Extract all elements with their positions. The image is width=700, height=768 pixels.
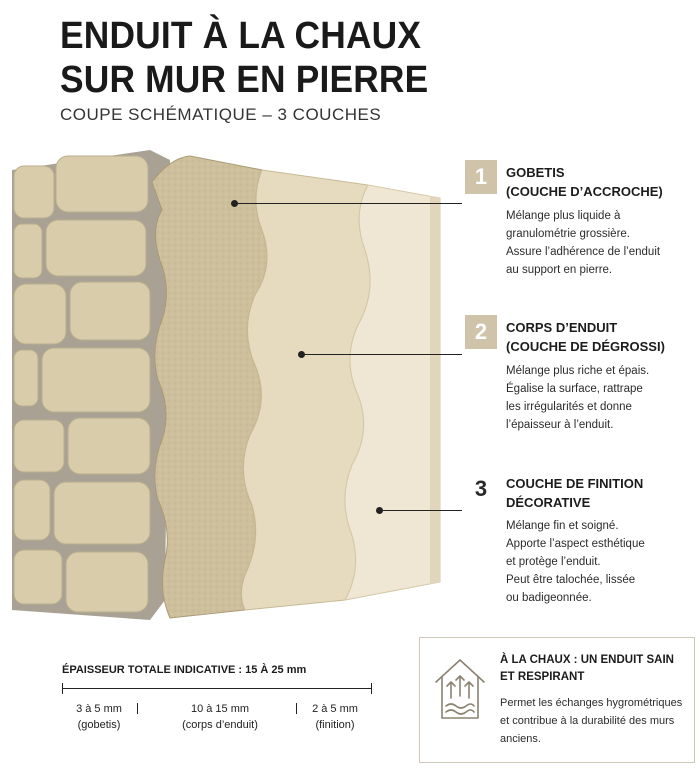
layer-2-number-badge: 2 [465,315,497,349]
layer-1-description [506,207,686,279]
scale-divider-1 [137,703,138,714]
wall-cross-section-illustration [0,130,460,650]
layer-2-leader-line [303,354,462,355]
segment-value: 3 à 5 mm [76,703,122,715]
layer-2-description [506,362,686,434]
title-line-2: SUR MUR EN PIERRE [60,59,429,101]
segment-label: (corps d’enduit) [182,719,258,731]
segment-value: 2 à 5 mm [312,703,358,715]
layer-3-title [506,474,643,512]
layer-2-desc-line: l’épaisseur à l’enduit. [506,419,614,431]
layer-2-desc-line: Égalise la surface, rattrape [506,383,643,395]
info-box [419,637,695,763]
layer-3-number-badge: 3 [474,476,488,501]
layer-2-desc-line: Mélange plus riche et épais. [506,365,650,377]
info-title: À LA CHAUX : UN ENDUIT SAIN ET RESPIRANT [500,654,674,683]
layer-3-desc-line: Mélange fin et soigné. [506,520,619,532]
layer-1-desc-line: granulométrie grossière. [506,228,631,240]
layer-3-desc-line: et protège l’enduit. [506,556,601,568]
title-line-1: ENDUIT À LA CHAUX [60,15,422,57]
layer-1-desc-line: Assure l’adhérence de l’enduit [506,246,661,258]
segment-gobetis [62,701,136,733]
layer-1-title [506,163,663,201]
scale-tick-right [371,683,372,694]
segment-label: (gobetis) [77,719,121,731]
layer-3-leader-line [381,510,462,511]
layer-1-desc-line: au support en pierre. [506,264,613,276]
layer-1-title-line-2: (COUCHE D’ACCROCHE) [506,184,663,199]
scale-divider-2 [296,703,297,714]
layer-3-desc-line: ou badigeonnée. [506,592,592,604]
layer-1-number-badge: 1 [465,160,497,194]
layer-3-desc-line: Apporte l’aspect esthétique [506,538,645,550]
layer-3-title-line-2: DÉCORATIVE [506,495,591,510]
layer-2-title-line-2: (COUCHE DE DÉGROSSI) [506,339,665,354]
breathing-house-icon [432,654,488,722]
layer-1-title-line-1: GOBETIS [506,165,565,180]
layer-2-title [506,318,665,356]
scale-tick-left [62,683,63,694]
page-subtitle: COUPE SCHÉMATIQUE – 3 COUCHES [60,105,382,124]
segment-value: 10 à 15 mm [190,703,250,715]
layer-2-title-line-1: CORPS D’ENDUIT [506,320,618,335]
segment-finition [300,701,370,733]
layer-1-desc-line: Mélange plus liquide à [506,210,621,222]
layer-3-title-line-1: COUCHE DE FINITION [506,476,644,491]
segment-label: (finition) [315,719,355,731]
layer-2-desc-line: les irrégularités et donne [506,401,632,413]
layer-3-desc-line: Peut être talochée, lissée [506,574,636,586]
info-description: Permet les échanges hygrométriques et contribue à la durabilité des murs anciens. [500,697,683,745]
thickness-scale-line [62,688,372,689]
thickness-title: ÉPAISSEUR TOTALE INDICATIVE : 15 À 25 mm [62,664,307,676]
layer-1-leader-line [236,203,462,204]
layer-3-description [506,517,686,607]
segment-corps [160,701,280,733]
page-title [60,14,428,102]
